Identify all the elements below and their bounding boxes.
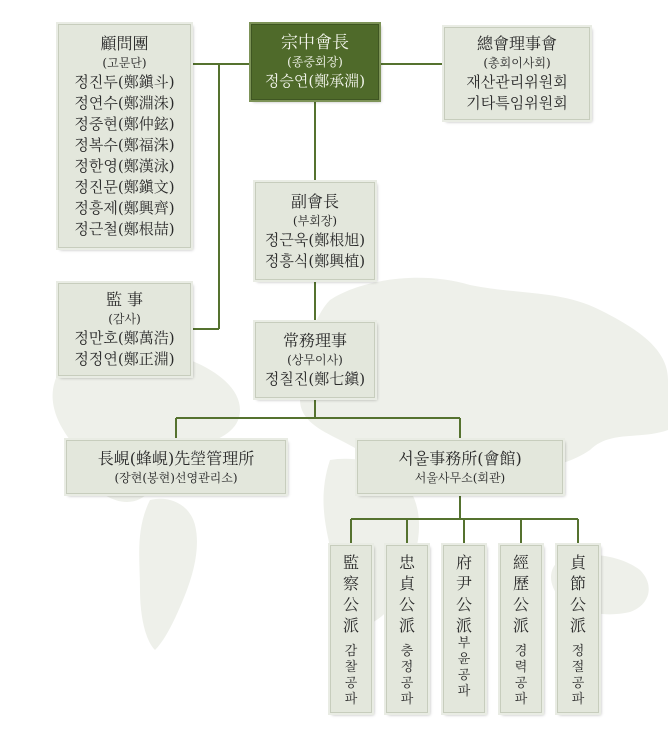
branch-korean-char: 윤 <box>457 652 471 667</box>
branch-korean-char: 공 <box>457 668 471 683</box>
branch-hanja-char: 忠 <box>398 553 415 572</box>
branch-korean <box>345 644 358 708</box>
branch-hanja-char: 公 <box>398 595 415 614</box>
advisor-member: 정진문(鄭鎭文) <box>74 177 175 196</box>
board-subtitle: (총회이사회) <box>483 56 551 70</box>
branch-hanja <box>570 552 586 636</box>
director-name: 정칠진(鄭七鎭) <box>264 370 366 388</box>
vice-member: 정흥식(鄭興植) <box>264 251 366 270</box>
branch-hanja-char: 派 <box>569 616 586 635</box>
branch-hanja-char: 歷 <box>512 574 529 593</box>
branch-korean-char: 파 <box>344 692 358 707</box>
advisors-subtitle: (고문단) <box>102 55 147 70</box>
branch-korean <box>515 644 528 708</box>
branch-korean-char: 정 <box>571 644 585 659</box>
branch-hanja-char: 公 <box>512 595 529 614</box>
branch-hanja-char: 尹 <box>455 574 472 593</box>
branch-hanja-char: 公 <box>455 595 472 614</box>
branch-box-chungjeong <box>386 545 428 713</box>
branch-hanja-char: 節 <box>569 574 586 593</box>
advisor-member: 정연수(鄭淵洙) <box>74 93 175 112</box>
vice-member: 정근욱(鄭根旭) <box>264 230 366 249</box>
branch-hanja-char: 貞 <box>398 574 415 593</box>
branch-korean-char: 파 <box>457 684 471 699</box>
branch-hanja-char: 派 <box>398 616 415 635</box>
grave-office-box <box>66 440 286 494</box>
branch-korean-char: 충 <box>400 644 414 659</box>
branch-korean <box>458 636 471 700</box>
auditor-member: 정정연(鄭正淵) <box>74 350 175 368</box>
auditor-member: 정만호(鄭萬浩) <box>74 329 175 347</box>
chairman-box <box>251 24 379 100</box>
advisor-member: 정근철(鄭根喆) <box>74 219 175 238</box>
branch-korean-char: 절 <box>571 660 585 675</box>
branch-box-gyeongnyeok <box>500 545 542 713</box>
branch-hanja-char: 派 <box>342 616 359 635</box>
branch-hanja <box>456 552 472 636</box>
chairman-name: 정승연(鄭承淵) <box>264 72 366 90</box>
branch-hanja-char: 府 <box>455 553 472 572</box>
vice-subtitle: (부회장) <box>292 213 338 228</box>
branch-korean-char: 경 <box>514 644 528 659</box>
advisor-member: 정진두(鄭鎭斗) <box>74 72 175 91</box>
auditor-title: 監 事 <box>105 290 144 309</box>
branch-korean-char: 정 <box>400 660 414 675</box>
director-title: 常務理事 <box>282 331 347 350</box>
branch-korean-char: 파 <box>571 692 585 707</box>
branch-hanja <box>343 552 359 636</box>
branch-hanja-char: 經 <box>512 553 529 572</box>
board-box <box>444 27 590 120</box>
seoul-office-subtitle: 서울사무소(회관) <box>414 470 506 485</box>
vice-chairman-box <box>255 182 375 280</box>
branch-box-buyun <box>443 545 485 713</box>
advisors-box <box>58 24 191 248</box>
seoul-office-box <box>357 440 563 494</box>
branch-korean-char: 공 <box>571 676 585 691</box>
advisors-title: 顧問團 <box>100 33 149 53</box>
branch-hanja-char: 監 <box>342 553 359 572</box>
branch-korean-char: 감 <box>344 644 358 659</box>
grave-office-title: 長峴(蜂峴)先塋管理所 <box>97 448 255 468</box>
seoul-office-title: 서울事務所(會館) <box>398 448 522 468</box>
branch-korean-char: 력 <box>514 660 528 675</box>
branch-korean-char: 공 <box>400 676 414 691</box>
branch-korean-char: 파 <box>400 692 414 707</box>
board-committee: 재산관리위원회 <box>466 73 568 91</box>
advisor-member: 정흥제(鄭興齊) <box>74 198 175 217</box>
branch-hanja-char: 察 <box>342 574 359 593</box>
branch-hanja-char: 貞 <box>569 553 586 572</box>
branch-box-jeongjeol <box>557 545 599 713</box>
auditor-subtitle: (감사) <box>108 312 141 326</box>
board-committee: 기타특임위원회 <box>466 94 568 112</box>
branch-korean-char: 파 <box>514 692 528 707</box>
branch-korean <box>401 644 414 708</box>
branch-korean-char: 공 <box>344 676 358 691</box>
vice-title: 副會長 <box>290 191 339 211</box>
branch-hanja-char: 公 <box>342 595 359 614</box>
grave-office-subtitle: (장현(봉현)선영관리소) <box>114 470 238 485</box>
branch-box-gamchal <box>330 545 372 713</box>
auditor-box <box>58 283 191 376</box>
advisor-member: 정한영(鄭漢泳) <box>74 156 175 175</box>
branch-korean-char: 찰 <box>344 660 358 675</box>
advisor-member: 정중현(鄭仲鉉) <box>74 114 175 133</box>
director-box <box>255 322 375 398</box>
chairman-title: 宗中會長 <box>281 33 349 53</box>
branch-hanja <box>513 552 529 636</box>
branch-korean-char: 부 <box>457 636 471 651</box>
branch-korean-char: 공 <box>514 676 528 691</box>
branch-hanja-char: 派 <box>512 616 529 635</box>
chairman-subtitle: (종중회장) <box>287 55 343 69</box>
board-title: 總會理事會 <box>476 34 557 53</box>
branch-hanja <box>399 552 415 636</box>
branch-korean <box>572 644 585 708</box>
advisor-member: 정복수(鄭福洙) <box>74 135 175 154</box>
branch-hanja-char: 派 <box>455 616 472 635</box>
branch-hanja-char: 公 <box>569 595 586 614</box>
director-subtitle: (상무이사) <box>287 353 343 367</box>
